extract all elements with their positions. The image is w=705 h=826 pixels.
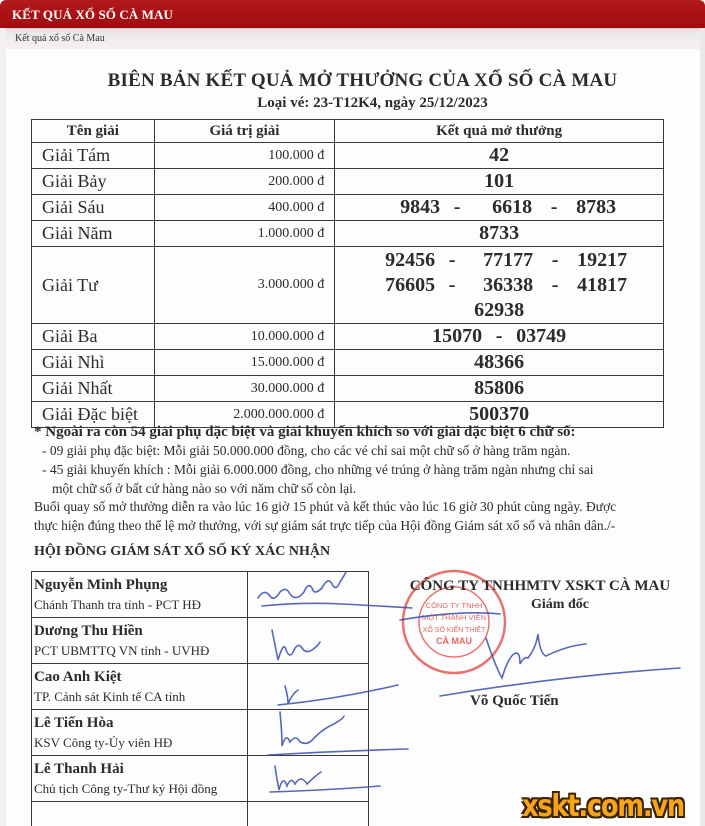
- signer-row: [32, 618, 369, 664]
- company-role: Giám đốc: [531, 597, 589, 612]
- header-prize-value: Giá trị giải: [154, 120, 335, 143]
- prize-name: Giải Đặc biệt: [32, 402, 155, 428]
- results-table: [31, 119, 664, 428]
- prize-name: Giải Tư: [32, 247, 155, 324]
- table-row: [32, 195, 664, 221]
- signature-cell: [247, 710, 368, 756]
- signer-row: [32, 802, 369, 826]
- signer-role: TP. Cảnh sát Kinh tế CA tỉnh: [34, 689, 186, 704]
- prize-result: 92456 - 77177 - 19217 76605 - 36338 - 41817 62938: [335, 247, 664, 324]
- header-prize-name: Tên giải: [32, 120, 155, 143]
- prize-result: 42: [335, 143, 664, 169]
- prize-value: 2.000.000.000 đ: [154, 402, 335, 428]
- prize-value: 100.000 đ: [154, 143, 335, 169]
- svg-text:CÀ MAU: CÀ MAU: [436, 636, 472, 646]
- drawing-paragraph: Buổi quay số mở thưởng diễn ra vào lúc 16 giờ 15 phút và kết thúc vào lúc 16 giờ 30 phút cùng ngày. Được thực hiện đúng theo thể lệ mở thưởng, với sự giám sát trực tiếp của Hội đồng Giám sát xổ số và nhân dân./-: [34, 499, 617, 533]
- document-title: BIÊN BẢN KẾT QUẢ MỞ THƯỞNG CỦA XỔ SỐ CÀ MAU: [107, 70, 618, 91]
- svg-text:MỘT THÀNH VIÊN: MỘT THÀNH VIÊN: [422, 613, 486, 622]
- signature-cell: [247, 618, 368, 664]
- svg-text:XỔ SỐ KIẾN THIẾT: XỔ SỐ KIẾN THIẾT: [422, 627, 486, 634]
- note-main: * Ngoài ra còn 54 giải phụ đặc biệt và giải khuyến khích so với giải đặc biệt 6 chữ số:: [34, 424, 576, 440]
- breadcrumb: [6, 28, 700, 49]
- prize-value: 400.000 đ: [154, 195, 335, 221]
- table-row: [32, 376, 664, 402]
- company-block: [380, 578, 700, 613]
- signer-name: Cao Anh Kiệt: [34, 669, 122, 685]
- signature-cell: [247, 664, 368, 710]
- prize-value: 15.000.000 đ: [154, 350, 335, 376]
- signer-name: Lê Tiến Hòa: [34, 715, 114, 731]
- signer-row: [32, 664, 369, 710]
- note-line: - 45 giải khuyến khích : Mỗi giải 6.000.000 đồng, cho những vé trúng ở hàng trăm ngàn nhưng chỉ sai: [42, 462, 594, 477]
- table-row: [32, 221, 664, 247]
- signer-role: KSV Công ty-Ủy viên HĐ: [34, 735, 173, 750]
- prize-name: Giải Ba: [32, 324, 155, 350]
- company-name: CÔNG TY TNHHMTV XSKT CÀ MAU: [409, 578, 671, 594]
- prize-name: Giải Bảy: [32, 169, 155, 195]
- watermark-logo: xskt.com.vn: [522, 789, 684, 824]
- signer-row: [32, 572, 369, 618]
- svg-text:CÔNG TY TNHH: CÔNG TY TNHH: [425, 601, 483, 610]
- signer-name: Nguyễn Minh Phụng: [34, 577, 168, 593]
- prize-result: 9843 - 6618 - 8783: [335, 195, 664, 221]
- table-row: [32, 247, 664, 324]
- prize-value: 1.000.000 đ: [154, 221, 335, 247]
- notes-section: [34, 424, 674, 498]
- note-line: một chữ số ở bất cứ hàng nào so với năm chữ số còn lại.: [52, 481, 357, 496]
- prize-result: 48366: [335, 350, 664, 376]
- signers-table: [31, 571, 369, 826]
- prize-result: 101: [335, 169, 664, 195]
- prize-value: 200.000 đ: [154, 169, 335, 195]
- signature-cell: [247, 756, 368, 802]
- prize-value: 10.000.000 đ: [154, 324, 335, 350]
- signer-role: Chủ tịch Công ty-Thư ký Hội đồng: [34, 781, 218, 796]
- breadcrumb-link[interactable]: Kết quả xổ số Cà Mau: [15, 33, 105, 44]
- table-row: [32, 169, 664, 195]
- special-prize-result: 500370: [335, 402, 664, 428]
- prize-result: 8733: [335, 221, 664, 247]
- header-result: Kết quả mở thưởng: [335, 120, 664, 143]
- signer-role: PCT UBMTTQ VN tỉnh - UVHĐ: [34, 643, 210, 658]
- prize-result: 15070 - 03749: [335, 324, 664, 350]
- prize-value: 30.000.000 đ: [154, 376, 335, 402]
- header-title: KẾT QUẢ XỔ SỐ CÀ MAU: [12, 7, 174, 22]
- note-line: - 09 giải phụ đặc biệt: Mỗi giải 50.000.000 đồng, cho các vé chỉ sai một chữ số ở hàng trăm ngàn.: [42, 443, 571, 458]
- prize-result: 85806: [335, 376, 664, 402]
- signer-name: Dương Thu Hiền: [34, 623, 143, 639]
- signer-name: Lê Thanh Hải: [34, 761, 124, 777]
- signer-row: [32, 756, 369, 802]
- table-row: [32, 350, 664, 376]
- prize-name: Giải Tám: [32, 143, 155, 169]
- prize-name: Giải Nhất: [32, 376, 155, 402]
- table-header-row: [32, 120, 664, 143]
- director-name: Võ Quốc Tiến: [470, 693, 559, 709]
- document-subtitle: Loại vé: 23-T12K4, ngày 25/12/2023: [257, 95, 488, 111]
- council-title: HỘI ĐỒNG GIÁM SÁT XỔ SỐ KÝ XÁC NHẬN: [34, 544, 331, 559]
- table-row: [32, 324, 664, 350]
- signer-role: Chánh Thanh tra tỉnh - PCT HĐ: [34, 597, 202, 612]
- prize-name: Giải Nhì: [32, 350, 155, 376]
- signer-row: [32, 710, 369, 756]
- header-bar: [0, 0, 705, 28]
- prize-name: Giải Sáu: [32, 195, 155, 221]
- signature-cell: [247, 572, 368, 618]
- prize-value: 3.000.000 đ: [154, 247, 335, 324]
- table-row: [32, 143, 664, 169]
- prize-name: Giải Năm: [32, 221, 155, 247]
